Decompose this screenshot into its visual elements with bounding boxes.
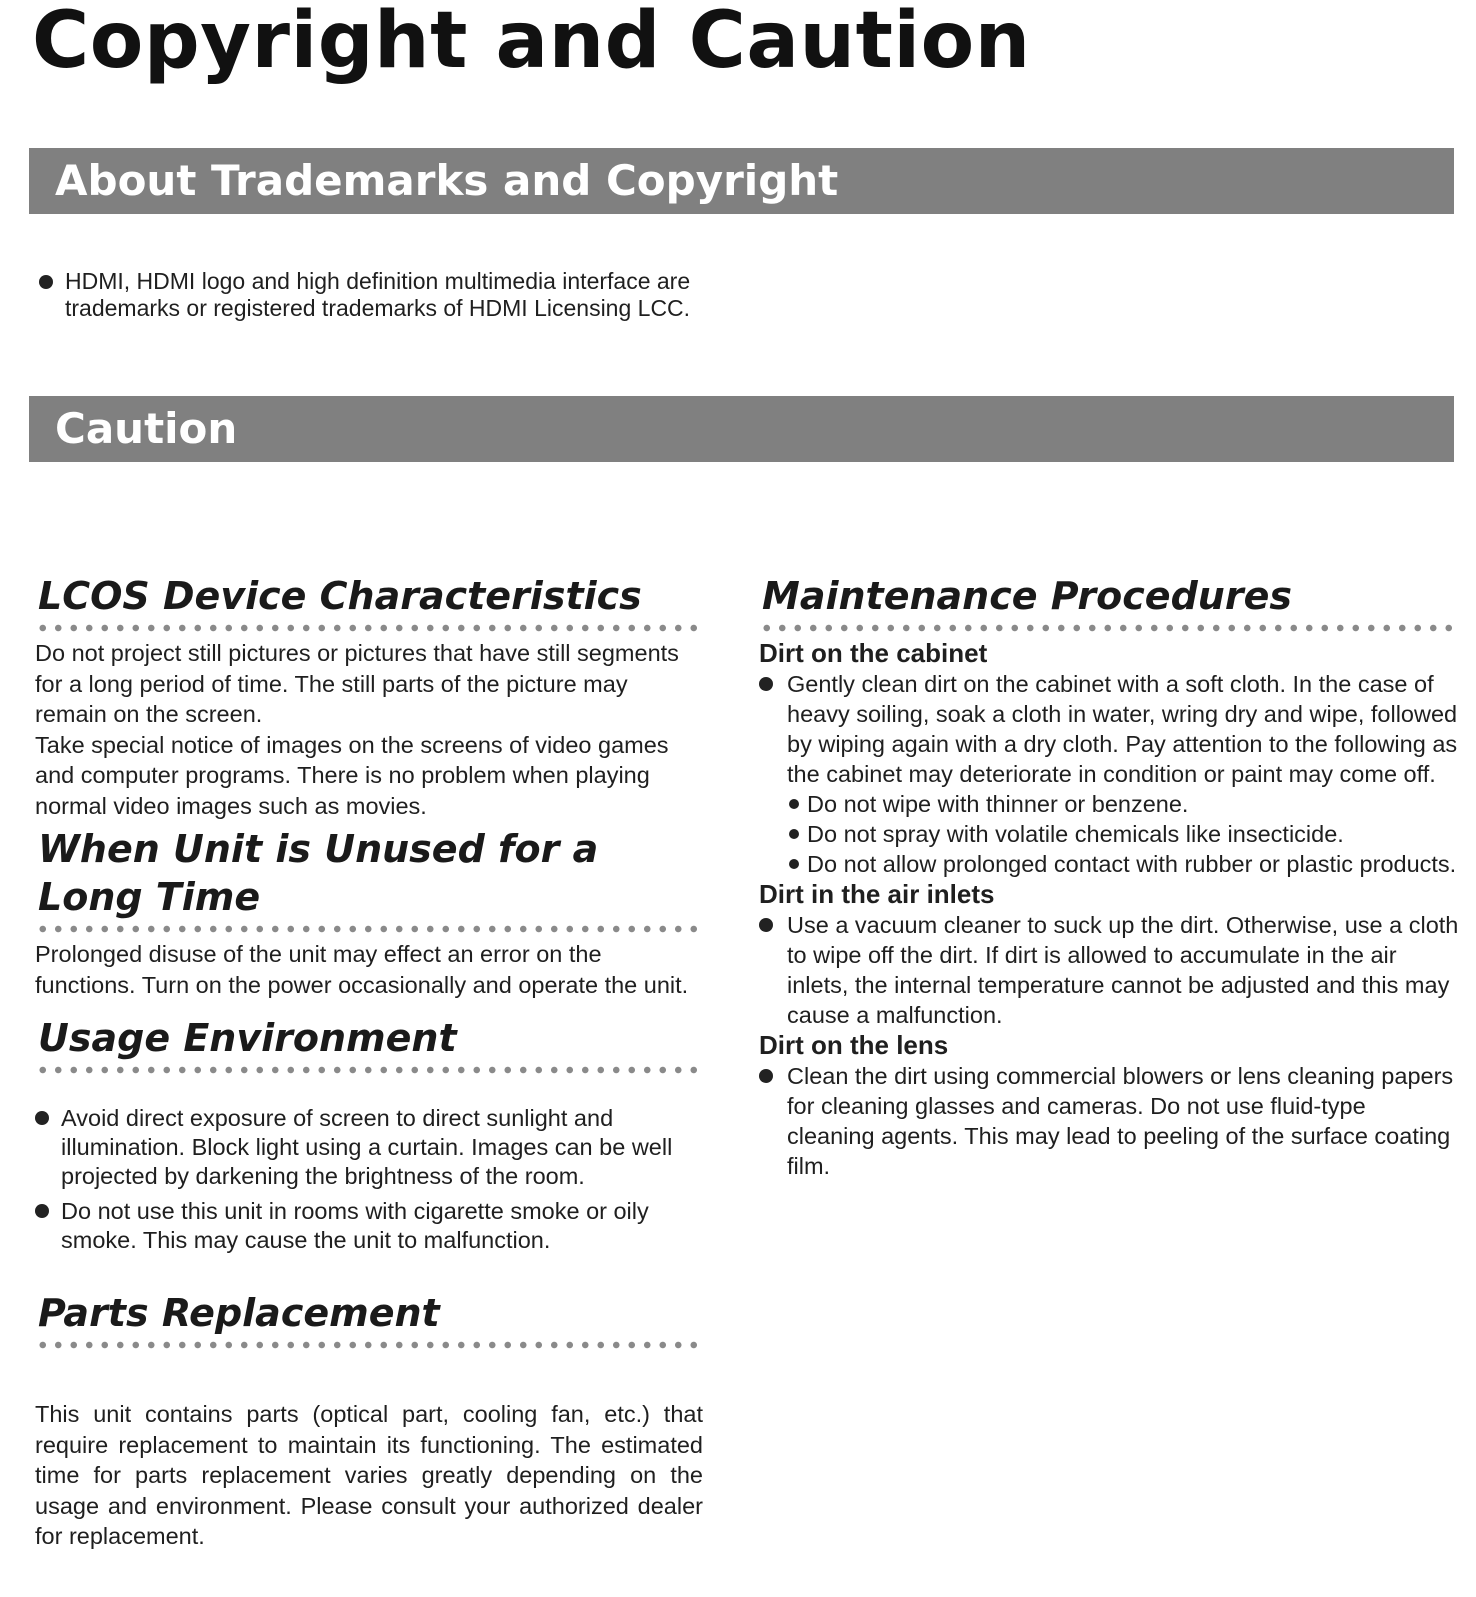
bullet-icon [759, 677, 773, 691]
list-item [759, 789, 1459, 819]
lcos-paragraph-1: Do not project still pictures or pictures that have still segments for a long period of time. The still parts of the picture may remain on the screen. [35, 640, 679, 727]
unused-paragraph: Prolonged disuse of the unit may effect an error on the functions. Turn on the power occasionally and operate the unit. [35, 941, 689, 998]
lcos-heading: LCOS Device Characteristics [38, 574, 642, 618]
bullet-icon [759, 918, 773, 932]
dotted-divider [35, 624, 703, 632]
lens-subheading: Dirt on the lens [759, 1030, 949, 1060]
bullet-icon [789, 799, 799, 809]
unused-heading: When Unit is Unused for a Long Time [38, 827, 599, 919]
trademark-hdmi-text: HDMI, HDMI logo and high definition multimedia interface are trademarks or registered trademarks of HDMI Licensing LCC. [65, 268, 691, 321]
page-title: Copyright and Caution [32, 0, 1031, 86]
dotted-divider [759, 624, 1459, 632]
air-inlets-text: Use a vacuum cleaner to suck up the dirt. Otherwise, use a cloth to wipe off the dirt. If dirt is allowed to accumulate in the air inlets, the internal temperature cannot be adjusted and this may cause a malfunction. [787, 912, 1459, 1028]
lens-text: Clean the dirt using commercial blowers or lens cleaning papers for cleaning glasses and cameras. Do not use fluid-type cleaning agents. This may lead to peeling of the surface coating film. [787, 1063, 1454, 1179]
environment-heading: Usage Environment [38, 1016, 457, 1060]
trademarks-section-header: About Trademarks and Copyright [29, 148, 1454, 214]
caution-right-column [759, 572, 1459, 1181]
list-item [759, 819, 1459, 849]
caution-section-header: Caution [29, 396, 1454, 462]
dotted-divider [35, 1066, 703, 1074]
list-item [759, 669, 1459, 789]
bullet-icon [39, 275, 53, 289]
environment-item-sunlight: Avoid direct exposure of screen to direct sunlight and illumination. Block light using a curtain. Images can be well projected by darkening the brightness of the room. [61, 1105, 673, 1189]
air-inlets-subheading: Dirt in the air inlets [759, 879, 995, 909]
caution-left-column [35, 572, 703, 1552]
cabinet-text: Gently clean dirt on the cabinet with a soft cloth. In the case of heavy soiling, soak a cloth in water, wring dry and wipe, followed by wiping again with a dry cloth. Pay attention to the following as the cabinet may deteriorate in condition or paint may come off. [787, 671, 1458, 787]
parts-heading: Parts Replacement [38, 1291, 440, 1335]
cabinet-subitem-rubber: Do not allow prolonged contact with rubber or plastic products. [807, 851, 1457, 877]
list-item [35, 1104, 703, 1191]
cabinet-subitem-chemicals: Do not spray with volatile chemicals like insecticide. [807, 821, 1344, 847]
dotted-divider [35, 1341, 703, 1349]
maintenance-heading: Maintenance Procedures [762, 574, 1292, 618]
list-item [759, 1061, 1459, 1181]
list-item [759, 849, 1459, 879]
bullet-icon [759, 1069, 773, 1083]
lcos-paragraph-2: Take special notice of images on the screens of video games and computer programs. There is no problem when playing normal video images such as movies. [35, 731, 669, 819]
list-item [35, 1197, 703, 1255]
parts-paragraph: This unit contains parts (optical part, cooling fan, etc.) that require replacement to maintain its functioning. The estimated time for parts replacement varies greatly depending on the usage and environment. Please consult your authorized dealer for replacement. [35, 1401, 703, 1549]
bullet-icon [789, 859, 799, 869]
cabinet-subheading: Dirt on the cabinet [759, 638, 988, 668]
trademarks-list [39, 268, 739, 322]
bullet-icon [35, 1204, 49, 1218]
dotted-divider [35, 925, 703, 933]
list-item [759, 910, 1459, 1030]
environment-item-smoke: Do not use this unit in rooms with cigarette smoke or oily smoke. This may cause the unit to malfunction. [61, 1198, 649, 1253]
list-item [39, 268, 739, 322]
bullet-icon [35, 1111, 49, 1125]
cabinet-subitem-thinner: Do not wipe with thinner or benzene. [807, 791, 1189, 817]
bullet-icon [789, 829, 799, 839]
